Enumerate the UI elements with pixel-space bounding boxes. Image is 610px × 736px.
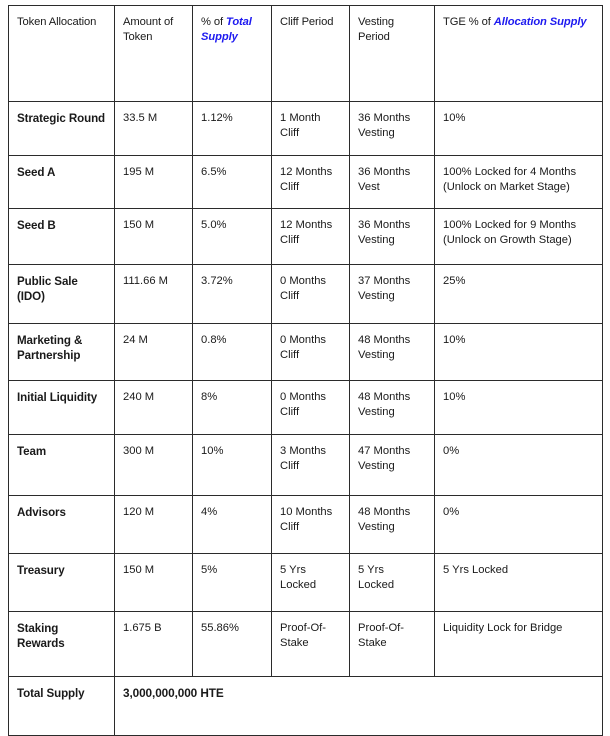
cell-vesting-advisors <box>350 496 435 554</box>
cell-cliff-line2: Cliff <box>280 520 300 533</box>
column-header-cliff-period <box>272 6 350 102</box>
cell-amount-initial-liquidity: 240 M <box>115 381 193 435</box>
cell-vesting-line2: Vesting <box>358 126 395 139</box>
cell-cliff-line2: Locked <box>280 578 317 591</box>
cell-vesting-line1: 48 Months <box>358 334 411 346</box>
cell-vesting-staking-rewards <box>350 612 435 677</box>
cell-vesting-treasury <box>350 554 435 612</box>
cell-tge-line1: Liquidity Lock for Bridge <box>443 622 563 634</box>
cell-cliff-line1: 12 Months <box>280 219 333 231</box>
cell-amount-marketing-partnership: 24 M <box>115 324 193 381</box>
cell-cliff-line2: Cliff <box>280 405 300 418</box>
column-header-tge-prefix: % of <box>468 16 494 28</box>
cell-vesting-line1: 47 Months <box>358 445 411 457</box>
column-header-token-allocation <box>9 6 115 102</box>
cell-amount-seed-b: 150 M <box>115 209 193 265</box>
cell-cliff-line1: Proof-Of- <box>280 622 327 634</box>
column-header-percent-emphasis2: Supply <box>201 30 238 43</box>
cell-percent-strategic-round: 1.12% <box>193 102 272 156</box>
cell-tge-marketing-partnership <box>435 324 603 381</box>
cell-amount-public-sale-ido: 111.66 M <box>115 265 193 324</box>
row-label-initial-liquidity: Initial Liquidity <box>9 381 115 435</box>
cell-percent-seed-a: 6.5% <box>193 156 272 209</box>
cell-tge-public-sale-ido <box>435 265 603 324</box>
cell-tge-line1: 100% Locked for 9 Months <box>443 219 577 231</box>
row-label-public-sale-ido: Public Sale (IDO) <box>9 265 115 324</box>
cell-vesting-line1: 48 Months <box>358 391 411 403</box>
cell-cliff-line1: 12 Months <box>280 166 333 178</box>
column-header-amount-of-token <box>115 6 193 102</box>
cell-tge-line1: 10% <box>443 112 466 124</box>
row-label-treasury: Treasury <box>9 554 115 612</box>
cell-cliff-line2: Cliff <box>280 289 300 302</box>
row-label-team: Team <box>9 435 115 496</box>
cell-cliff-team <box>272 435 350 496</box>
cell-cliff-marketing-partnership <box>272 324 350 381</box>
cell-cliff-line1: 3 Months <box>280 445 327 457</box>
row-label-total-supply: Total Supply <box>9 677 115 736</box>
cell-vesting-line1: 36 Months <box>358 112 411 124</box>
cell-cliff-advisors <box>272 496 350 554</box>
cell-vesting-seed-b <box>350 209 435 265</box>
cell-cliff-line2: Cliff <box>280 348 300 361</box>
cell-amount-staking-rewards: 1.675 B <box>115 612 193 677</box>
column-header-cliff-period-label: Cliff Period <box>280 16 334 28</box>
cell-percent-advisors: 4% <box>193 496 272 554</box>
row-label-advisors: Advisors <box>9 496 115 554</box>
cell-cliff-line2: Cliff <box>280 180 300 193</box>
table-row <box>9 324 603 381</box>
column-header-vesting-line2: Period <box>358 30 390 43</box>
row-label-staking-rewards: Staking Rewards <box>9 612 115 677</box>
cell-tge-advisors <box>435 496 603 554</box>
cell-vesting-line2: Vesting <box>358 233 395 246</box>
cell-vesting-line1: 48 Months <box>358 506 411 518</box>
table-row <box>9 496 603 554</box>
cell-vesting-line1: 36 Months <box>358 219 411 231</box>
table-row <box>9 209 603 265</box>
cell-cliff-line2: Cliff <box>280 459 300 472</box>
token-allocation-table <box>8 5 603 736</box>
row-label-seed-a: Seed A <box>9 156 115 209</box>
cell-tge-line1: 10% <box>443 391 466 403</box>
cell-cliff-seed-b <box>272 209 350 265</box>
row-label-marketing-partnership: Marketing & Partnership <box>9 324 115 381</box>
cell-vesting-marketing-partnership <box>350 324 435 381</box>
cell-vesting-line2: Vest <box>358 180 380 193</box>
cell-tge-line1: 0% <box>443 445 460 457</box>
cell-cliff-treasury <box>272 554 350 612</box>
cell-cliff-initial-liquidity <box>272 381 350 435</box>
column-header-tge-lead: TGE <box>443 16 469 28</box>
column-header-vesting-period <box>350 6 435 102</box>
column-header-token-allocation-label: Token Allocation <box>17 16 97 28</box>
cell-cliff-seed-a <box>272 156 350 209</box>
cell-cliff-line1: 10 Months <box>280 506 333 518</box>
cell-vesting-line2: Stake <box>358 636 387 649</box>
cell-amount-treasury: 150 M <box>115 554 193 612</box>
cell-vesting-line2: Vesting <box>358 289 395 302</box>
cell-tge-strategic-round <box>435 102 603 156</box>
cell-percent-marketing-partnership: 0.8% <box>193 324 272 381</box>
cell-amount-team: 300 M <box>115 435 193 496</box>
cell-tge-line2: (Unlock on Market Stage) <box>443 180 570 193</box>
table-row-total-supply <box>9 677 603 736</box>
cell-percent-team: 10% <box>193 435 272 496</box>
cell-vesting-line1: 36 Months <box>358 166 411 178</box>
table-row <box>9 554 603 612</box>
cell-vesting-line1: 37 Months <box>358 275 411 287</box>
cell-vesting-team <box>350 435 435 496</box>
cell-vesting-line2: Vesting <box>358 348 395 361</box>
row-label-strategic-round: Strategic Round <box>9 102 115 156</box>
column-header-tge-percent-allocation-supply <box>435 6 603 102</box>
column-header-amount-line1: Amount of <box>123 16 174 28</box>
cell-cliff-public-sale-ido <box>272 265 350 324</box>
cell-tge-seed-a <box>435 156 603 209</box>
cell-tge-line1: 25% <box>443 275 466 287</box>
table-row <box>9 102 603 156</box>
cell-vesting-line1: 5 Yrs <box>358 564 384 576</box>
cell-percent-initial-liquidity: 8% <box>193 381 272 435</box>
cell-cliff-line1: 5 Yrs <box>280 564 306 576</box>
table-row <box>9 435 603 496</box>
cell-cliff-line1: 0 Months <box>280 275 327 287</box>
cell-percent-treasury: 5% <box>193 554 272 612</box>
cell-amount-advisors: 120 M <box>115 496 193 554</box>
table-body <box>9 102 603 736</box>
cell-total-supply-value: 3,000,000,000 HTE <box>115 677 603 736</box>
cell-cliff-line1: 0 Months <box>280 334 327 346</box>
cell-cliff-strategic-round <box>272 102 350 156</box>
cell-tge-initial-liquidity <box>435 381 603 435</box>
column-header-vesting-line1: Vesting <box>358 16 394 28</box>
cell-percent-seed-b: 5.0% <box>193 209 272 265</box>
column-header-percent-prefix: % of <box>201 16 226 28</box>
cell-tge-line1: 5 Yrs Locked <box>443 564 509 576</box>
table-row <box>9 381 603 435</box>
cell-cliff-line2: Cliff <box>280 233 300 246</box>
cell-vesting-line2: Vesting <box>358 520 395 533</box>
column-header-tge-emphasis: Allocation Supply <box>493 16 587 28</box>
row-label-seed-b: Seed B <box>9 209 115 265</box>
cell-vesting-initial-liquidity <box>350 381 435 435</box>
cell-vesting-public-sale-ido <box>350 265 435 324</box>
column-header-percent-total-supply <box>193 6 272 102</box>
cell-amount-strategic-round: 33.5 M <box>115 102 193 156</box>
cell-vesting-line2: Vesting <box>358 405 395 418</box>
cell-tge-team <box>435 435 603 496</box>
table-row <box>9 156 603 209</box>
table-row <box>9 612 603 677</box>
cell-vesting-seed-a <box>350 156 435 209</box>
cell-tge-treasury <box>435 554 603 612</box>
cell-vesting-line2: Locked <box>358 578 395 591</box>
cell-tge-seed-b <box>435 209 603 265</box>
cell-tge-line2: (Unlock on Growth Stage) <box>443 233 572 246</box>
cell-vesting-line1: Proof-Of- <box>358 622 405 634</box>
cell-tge-line1: 100% Locked for 4 Months <box>443 166 577 178</box>
cell-cliff-line1: 1 Month <box>280 112 321 124</box>
cell-percent-staking-rewards: 55.86% <box>193 612 272 677</box>
cell-cliff-line1: 0 Months <box>280 391 327 403</box>
cell-vesting-line2: Vesting <box>358 459 395 472</box>
cell-tge-line1: 10% <box>443 334 466 346</box>
cell-cliff-line2: Cliff <box>280 126 300 139</box>
cell-tge-staking-rewards <box>435 612 603 677</box>
table-header-row <box>9 6 603 102</box>
table-header <box>9 6 603 102</box>
cell-cliff-staking-rewards <box>272 612 350 677</box>
column-header-amount-line2: Token <box>123 30 153 43</box>
column-header-percent-emphasis1: Total <box>226 16 252 28</box>
cell-percent-public-sale-ido: 3.72% <box>193 265 272 324</box>
table-row <box>9 265 603 324</box>
cell-cliff-line2: Stake <box>280 636 309 649</box>
cell-tge-line1: 0% <box>443 506 460 518</box>
cell-amount-seed-a: 195 M <box>115 156 193 209</box>
cell-vesting-strategic-round <box>350 102 435 156</box>
